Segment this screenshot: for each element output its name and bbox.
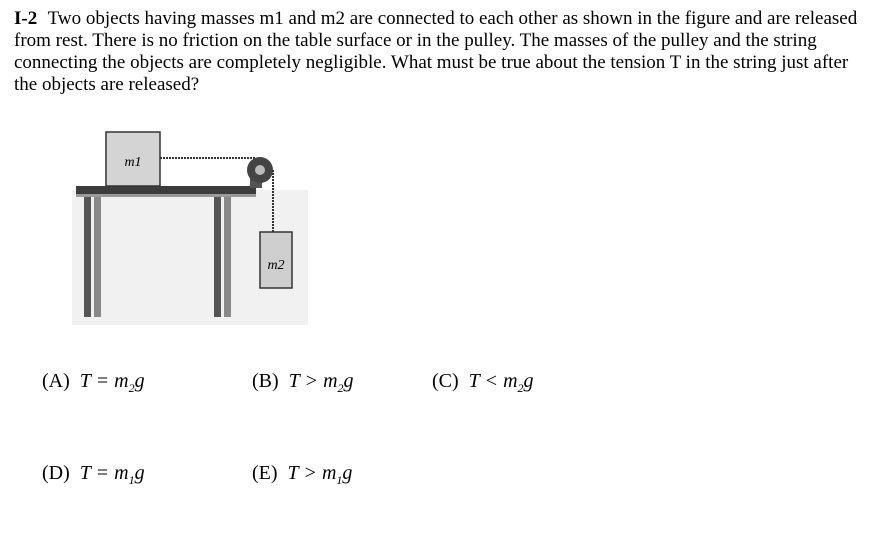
table-leg	[214, 197, 221, 317]
table-edge	[76, 194, 256, 197]
question-block	[14, 8, 876, 96]
table-top	[76, 186, 256, 194]
table-leg	[84, 197, 91, 317]
option-c[interactable]	[432, 370, 534, 396]
option-b-label: (B)	[252, 370, 279, 392]
option-e-lhs: T	[287, 462, 299, 484]
question-number: I-2	[14, 8, 38, 29]
option-e-label: (E)	[252, 462, 278, 484]
option-a-sub: 2	[128, 381, 135, 395]
option-e[interactable]	[252, 462, 352, 488]
option-a-label: (A)	[42, 370, 70, 392]
option-a-op: =	[96, 370, 109, 392]
option-c-label: (C)	[432, 370, 459, 392]
option-b-g: g	[343, 370, 354, 392]
option-d-sub: 1	[128, 473, 135, 487]
option-a-lhs: T	[79, 370, 91, 392]
option-e-sub: 1	[336, 473, 343, 487]
option-b[interactable]	[252, 370, 354, 396]
option-a[interactable]	[42, 370, 145, 396]
pulley-figure	[70, 120, 310, 330]
option-e-op: >	[304, 462, 316, 484]
option-c-lhs: T	[468, 370, 480, 392]
option-b-mass: m	[323, 370, 338, 392]
option-b-op: >	[305, 370, 318, 392]
option-d-mass: m	[114, 462, 129, 484]
option-d-label: (D)	[42, 462, 70, 484]
pulley-axle	[255, 165, 265, 175]
option-b-sub: 2	[337, 381, 344, 395]
table-leg	[224, 197, 231, 317]
option-a-g: g	[134, 370, 145, 392]
block-m2-label: m2	[267, 258, 285, 273]
option-e-mass: m	[321, 462, 337, 484]
option-b-lhs: T	[288, 370, 300, 392]
option-a-mass: m	[114, 370, 129, 392]
table-leg	[94, 197, 101, 317]
option-d-op: =	[96, 462, 109, 484]
option-d[interactable]	[42, 462, 145, 488]
block-m1-label: m1	[124, 155, 142, 170]
question-text: Two objects having masses m1 and m2 are connected to each other as shown in the figure and are released from rest. There is no friction on the table surface or in the pulley. The masses of the pulley and the string connecting the objects are completely negligible. What must be true about the tension T in the string just after the objects are released?	[14, 8, 858, 95]
option-d-g: g	[134, 462, 145, 484]
option-c-mass: m	[503, 370, 518, 392]
option-e-g: g	[342, 462, 353, 484]
option-d-lhs: T	[79, 462, 91, 484]
option-c-sub: 2	[517, 381, 524, 395]
option-c-g: g	[523, 370, 534, 392]
option-c-op: <	[485, 370, 498, 392]
table-pulley-diagram	[70, 120, 310, 330]
